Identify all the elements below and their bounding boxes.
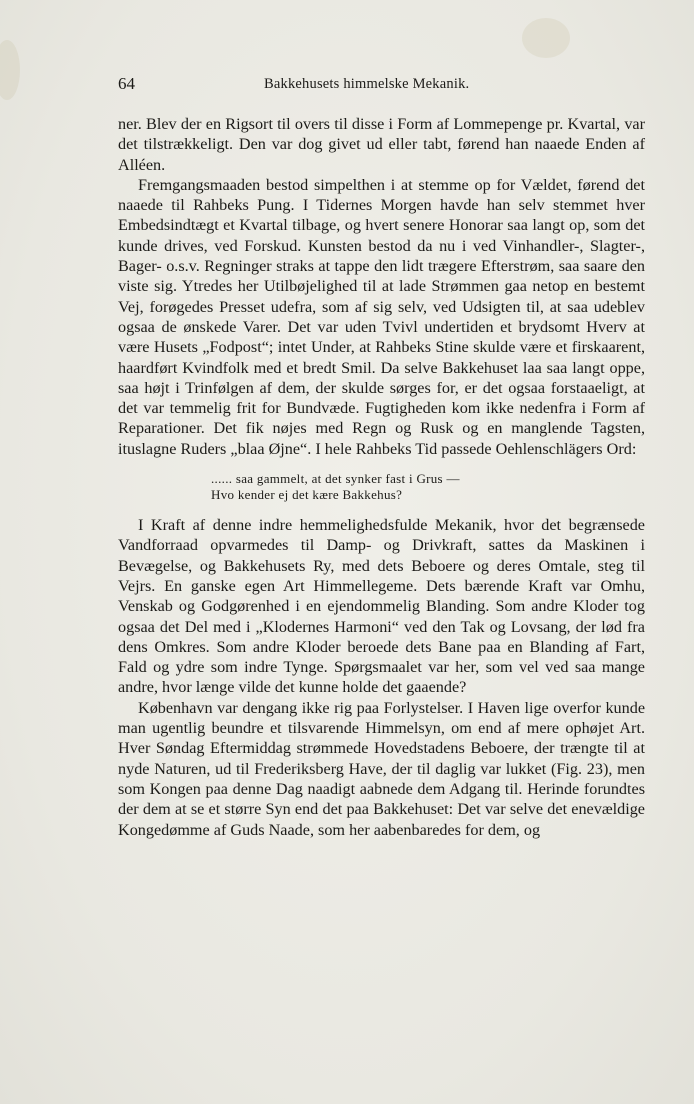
verse-line: Hvo kender ej det kære Bakkehus? — [211, 486, 403, 502]
paragraph: I Kraft af denne indre hemmelighedsfulde Mekanik, hvor det begrænsede Vandforraad opvarmedes til Damp- og Drivkraft, sattes da Maskinen i Bevægelse, og Bakkehusets Ry, med dets Beboere og deres Omtale, steg til Vejrs. En ganske egen Art Himmellegeme. Dets bærende Kraft var Omhu, Venskab og Godgørenhed i en ejendommelig Blanding. Som andre Kloder tog ogsaa det Del med i „Klodernes Harmoni“ ved den Tak og Lovsang, der lød fra dens Omkres. Som andre Kloder beroede dets Bane paa en Blanding af Fart, Fald og ydre som indre Tynge. Spørgsmaalet var her, som vel ved saa mange andre, hvor længe vilde det kunne holde det gaaende? — [118, 516, 645, 697]
body-text — [118, 114, 645, 840]
paragraph: København var dengang ikke rig paa Forlystelser. I Haven lige overfor kunde man ugentlig beundre et tilsvarende Himmelsyn, om end af mere ophøjet Art. Hver Søndag Eftermiddag strømmede Hovedstadens Beboere, der trængte til at nyde Naturen, ud til Frederiksberg Have, der til daglig var lukket (Fig. 23), men som Kongen paa denne Dag naadigt aabnede dem Adgang til. Herinde forundtes der dem at se et større Syn end det paa Bakkehuset: Det var selve det enevældige Kongedømme af Guds Naade, som her aabenbaredes for dem, og — [118, 698, 645, 839]
running-head — [118, 74, 646, 98]
paper-stain — [0, 40, 20, 100]
paragraph: Fremgangsmaaden bestod simpelthen i at stemme op for Vældet, førend det naaede til Rahbeks Pung. I Tidernes Morgen havde han selv stemmet hver Embedsindtægt et Kvartal tilbage, og hvert senere Honorar saa langt op, som det kunde drives, ved Forskud. Kunsten bestod da nu i ved Vinhandler-, Slagter-, Bager- o.s.v. Regninger straks at tappe den lidt trægere Efterstrøm, saa saare den viste sig. Ytredes her Utilbøjelighed til at lade Strømmen gaa netop en bestemt Vej, forøgedes Presset udefra, som af sig selv, ved Udsigten til, at saa udeblev ogsaa de ønskede Varer. Det var uden Tvivl undertiden et brydsomt Hverv at være Husets „Fodpost“; intet Under, at Rahbeks Stine skulde være et firskaarent, haardført Kvindfolk med et bredt Smil. Da selve Bakkehuset laa saa langt oppe, saa højt i Trinfølgen af dem, der skulde sørges for, er det ogsaa forstaaeligt, at det var temmelig frit for Bundvæde. Fugtigheden kom ikke nedenfra i Form af Reparationer. Det fik nøjes med Regn og Rusk og en manglende Tagsten, ituslagne Ruders „blaa Øjne“. I hele Rahbeks Tid passede Oehlenschlägers Ord: — [118, 175, 645, 458]
running-title: Bakkehusets himmelske Mekanik. — [264, 76, 470, 92]
page-number: 64 — [118, 74, 135, 93]
paper-stain — [522, 18, 570, 58]
verse-line: ...... saa gammelt, at det synker fast i Grus — — [211, 471, 460, 487]
paragraph: ner. Blev der en Rigsort til overs til disse i Form af Lommepenge pr. Kvartal, var det tilstrækkeligt. Den var dog givet ud eller tabt, førend han naaede Enden af Alléen. — [118, 115, 645, 174]
verse-quote — [211, 471, 645, 502]
